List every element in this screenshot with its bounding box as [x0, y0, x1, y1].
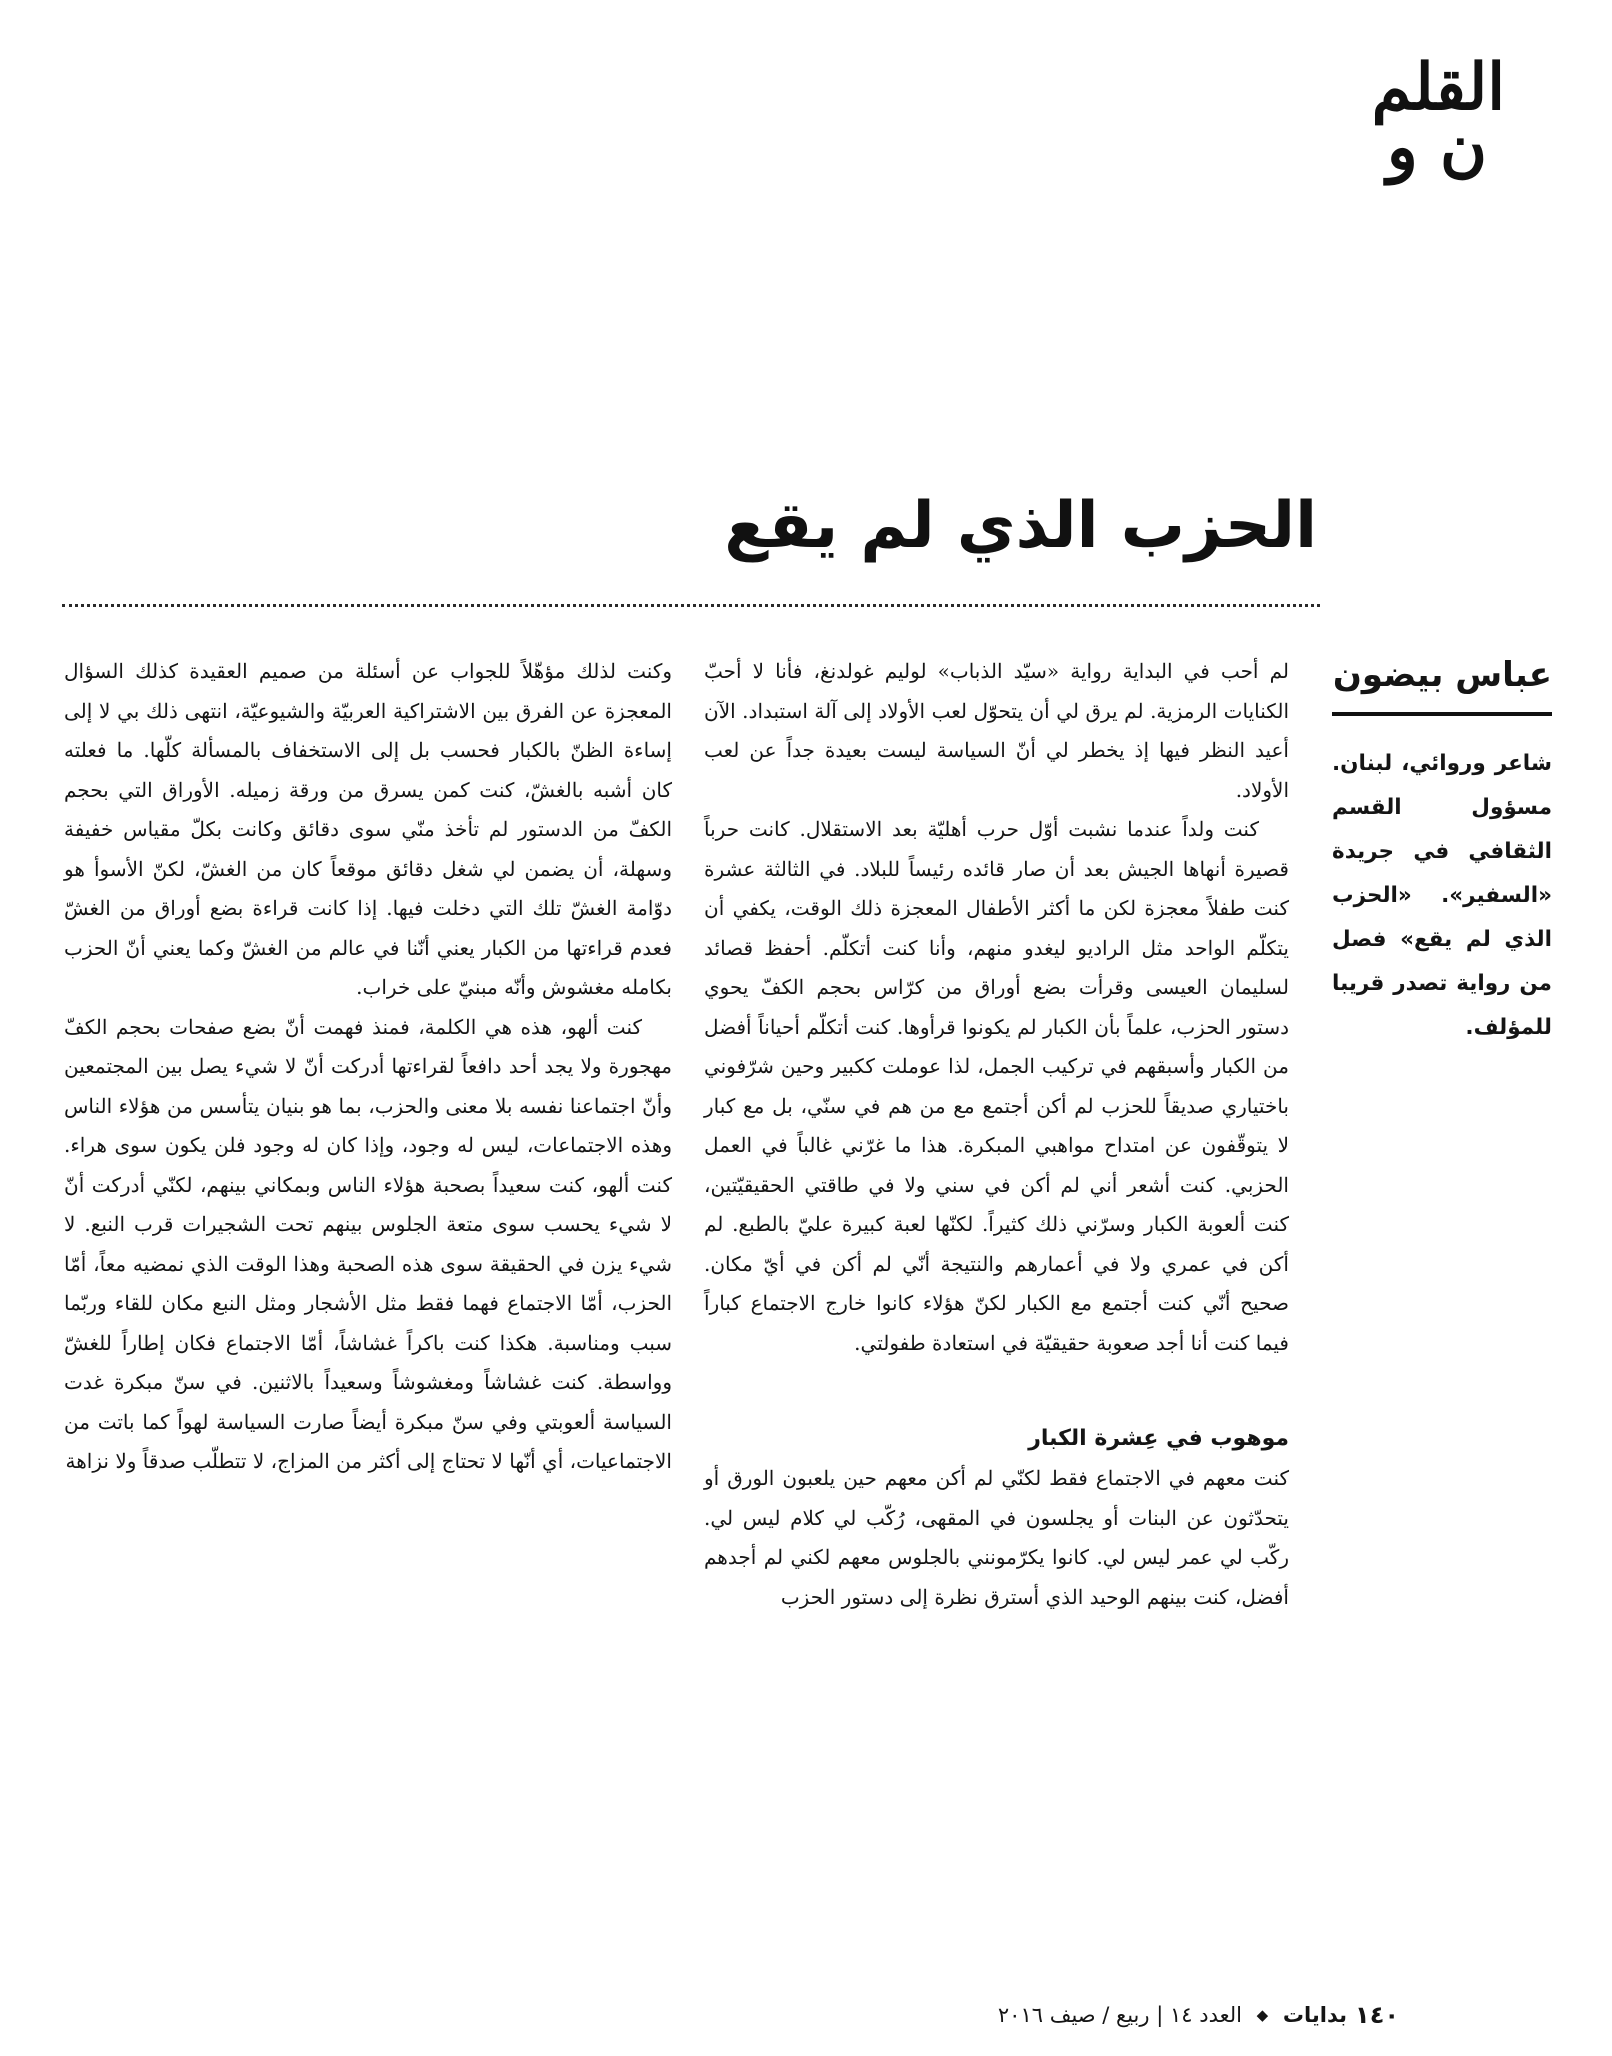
- magazine-name: بدايات: [1282, 2003, 1347, 2027]
- running-footer: [267, 1995, 1347, 2035]
- title-divider: [62, 604, 1320, 607]
- author-name: عباس بيضون: [1332, 655, 1552, 695]
- logo-line-2: ن و: [1386, 110, 1487, 185]
- pipe-separator: |: [1149, 2003, 1164, 2027]
- body-column-left: [64, 652, 672, 1482]
- author-bio: شاعر وروائي، لبنان. مسؤول القسم الثقافي في جريدة «السفير». «الحزب الذي لم يقع» فصل من رواية تصدر قريبا للمؤلف.: [1332, 751, 1552, 1040]
- body-paragraph: كنت ألهو، هذه هي الكلمة، فمنذ فهمت أنّ بضع صفحات بحجم الكفّ مهجورة ولا يجد أحد دافعاً لقراءتها أدركت أنّ لا شيء يصل بين المجتمعين وأنّ اجتماعنا نفسه بلا معنى والحزب، بما هو بنيان يتأسس من هؤلاء الناس وهذه الاجتماعات، ليس له وجود، وإذا كان له وجود فلن يكون سوى هراء. كنت ألهو، كنت سعيداً بصحبة هؤلاء الناس وبمكاني بينهم، لكنّي أدركت أنّ لا شيء يحسب سوى متعة الجلوس بينهم تحت الشجيرات قرب النبع. لا شيء يزن في الحقيقة سوى هذه الصحبة وهذا الوقت الذي نمضيه معاً، أمّا الحزب، أمّا الاجتماع فهما فقط مثل الأشجار ومثل النبع مكان للقاء وربّما سبب ومناسبة. هكذا كنت باكراً غشاشاً، أمّا الاجتماع فكان إطاراً للغشّ وواسطة. كنت غشاشاً ومغشوشاً وسعيداً بالاثنين. في سنّ مبكرة غدت السياسة ألعوبتي وفي سنّ مبكرة أيضاً صارت السياسة لهواً كما باتت من الاجتماعيات، أي أنّها لا تحتاج إلى أكثر من المزاج، لا تتطلّب صدقاً ولا نزاهة: [64, 1014, 672, 1473]
- section-subheading: موهوب في عِشرة الكبار: [1028, 1426, 1289, 1451]
- body-paragraph: كنت ولداً عندما نشبت أوّل حرب أهليّة بعد الاستقلال. كانت حرباً قصيرة أنهاها الجيش بعد أن صار قائده رئيساً للبلاد. في الثالثة عشرة كنت طفلاً معجزة لكن ما أكثر الأطفال المعجزة ذلك الوقت، يكفي أن يتكلّم الواحد مثل الراديو ليغدو منهم، وأنا كنت أتكلّم. أحفظ قصائد لسليمان العيسى وقرأت بضع أوراق من كرّاس بحجم الكفّ يحوي دستور الحزب، علماً بأن الكبار لم يكونوا قرأوها. كنت أتكلّم أحياناً أفضل من الكبار وأسبقهم في تركيب الجمل، لذا عوملت ككبير وحين شرّفوني باختياري صديقاً للحزب لم أكن أجتمع مع من هم في سنّي، بل مع كبار لا يتوقّفون عن امتداح مواهبي المبكرة. هذا ما غرّني غالباً في العمل الحزبي. كنت أشعر أني لم أكن في سني ولا في طاقتي الحقيقيّتين، كنت ألعوبة الكبار وسرّني ذلك كثيراً. لكنّها لعبة كبيرة عليّ بالطبع. لم أكن في عمري ولا في أعمارهم والنتيجة أنّي لم أكن في أيّ مكان. صحيح أنّي كنت أجتمع مع الكبار لكنّ هؤلاء كانوا خارج الاجتماع كباراً فيما كنت أنا أجد صعوبة حقيقيّة في استعادة طفولتي.: [704, 817, 1289, 1355]
- article-title: الحزب الذي لم يقع: [724, 489, 1317, 563]
- body-paragraph: كنت معهم في الاجتماع فقط لكنّي لم أكن معهم حين يلعبون الورق أو يتحدّثون عن البنات أو يجلسون في المقهى، رُكّب لي كلام ليس لي. ركّب لي عمر ليس لي. كانوا يكرّمونني بالجلوس معهم لكني لم أجدهم أفضل، كنت بينهم الوحيد الذي أسترق نظرة إلى دستور الحزب: [704, 1466, 1289, 1609]
- body-paragraph: وكنت لذلك مؤهّلاً للجواب عن أسئلة من صميم العقيدة كذلك السؤال المعجزة عن الفرق بين الاشتراكية العربيّة والشيوعيّة، انتهى ذلك بي لا إلى إساءة الظنّ بالكبار فحسب بل إلى الاستخفاف بالمسألة كلّها. ما فعلته كان أشبه بالغشّ، كنت كمن يسرق من ورقة زميله. الأوراق التي بحجم الكفّ من الدستور لم تأخذ منّي سوى دقائق وكانت بكلّ مقياس خفيفة وسهلة، أن يضمن لي شغل دقائق موقعاً كان من الغشّ، لكنّ الأسوأ هو دوّامة الغشّ تلك التي دخلت فيها. إذا كانت قراءة بضع أوراق من الغشّ فعدم قراءتها من الكبار يعني أنّنا في عالم من الغشّ وكما يعني أنّ الحزب بكامله مغشوش وأنّه مبنيّ على خراب.: [64, 659, 672, 999]
- magazine-section-logo: [1355, 50, 1505, 188]
- issue-number: العدد ١٤: [1170, 2003, 1242, 2027]
- body-column-right: [704, 652, 1289, 1617]
- page-number: ١٤٠: [1355, 2001, 1399, 2029]
- logo-line-1: القلم: [1371, 50, 1505, 125]
- body-paragraph: لم أحب في البداية رواية «سيّد الذباب» لوليم غولدنغ، فأنا لا أحبّ الكنايات الرمزية. لم يرق لي أن يتحوّل لعب الأولاد إلى آلة استبداد. الآن أعيد النظر فيها إذ يخطر لي أنّ السياسة ليست بعيدة جداً عن لعب الأولاد.: [704, 659, 1289, 802]
- issue-season: ربيع / صيف ٢٠١٦: [997, 2003, 1150, 2027]
- diamond-separator-icon: ◆: [1256, 2006, 1269, 2024]
- author-divider: [1332, 712, 1552, 716]
- author-byline: [1332, 652, 1552, 1050]
